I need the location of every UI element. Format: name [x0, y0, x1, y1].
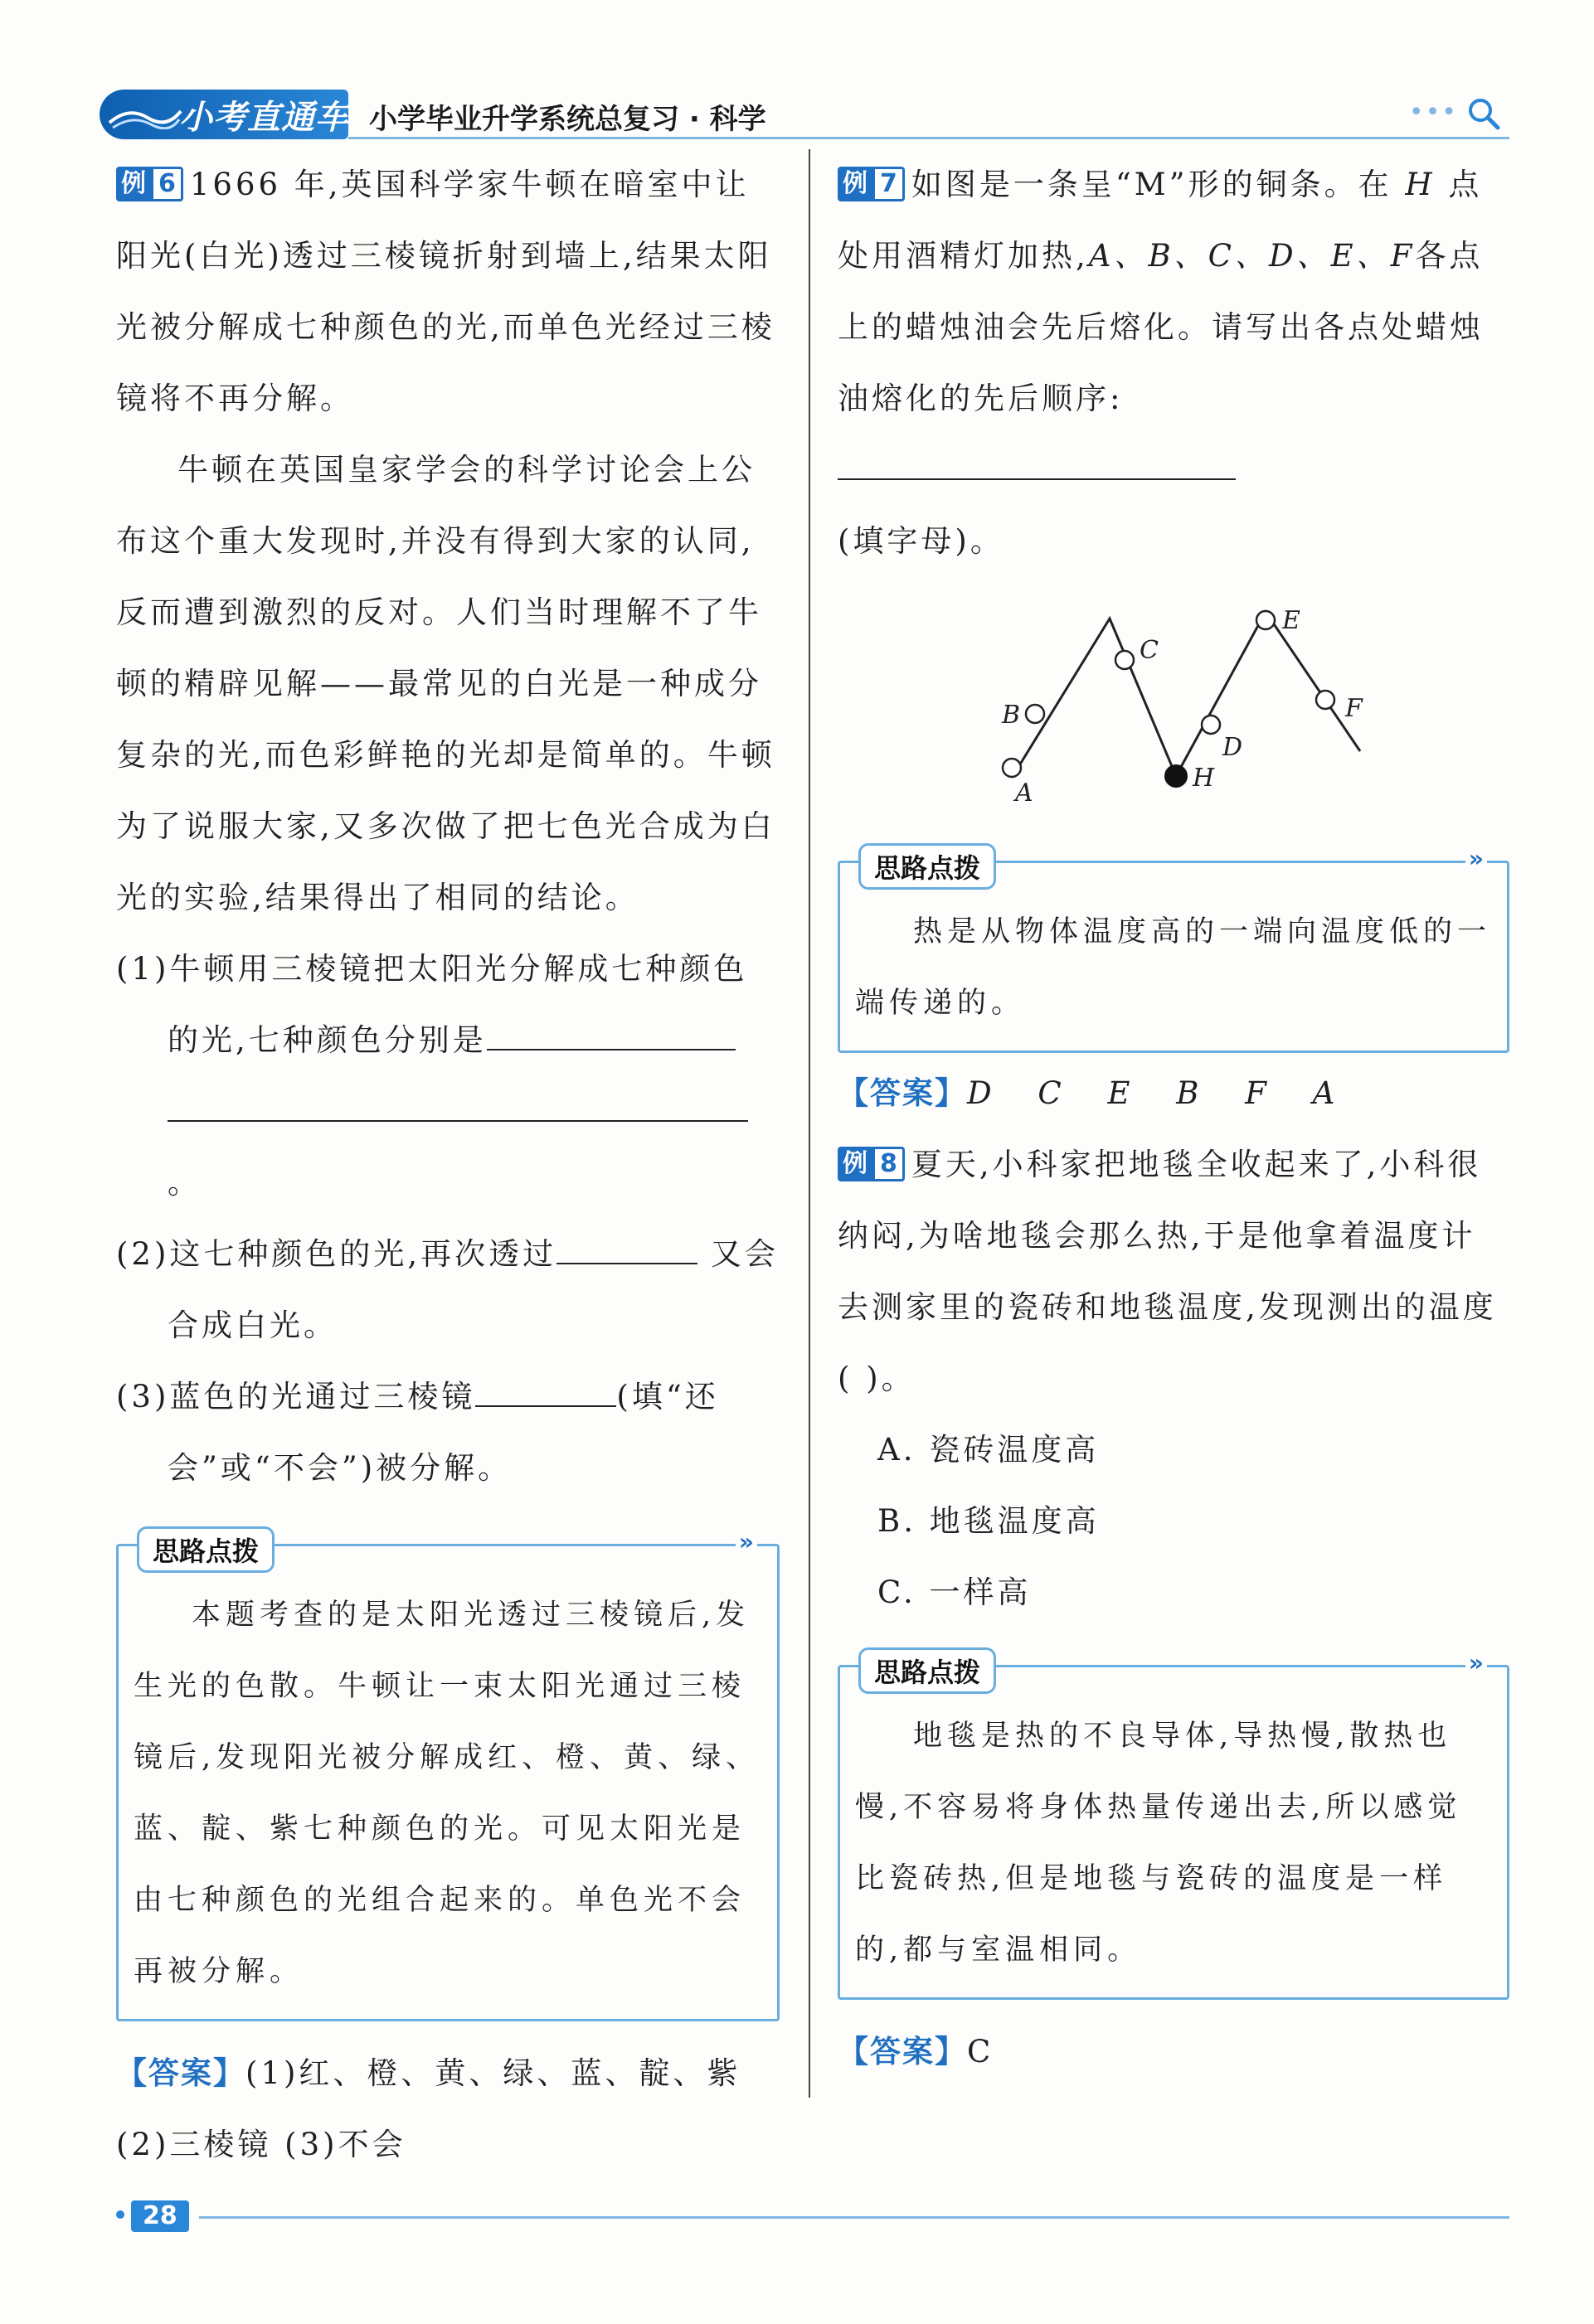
example-8-answer: 【答案】C — [838, 2034, 994, 2069]
point-f-marker — [1316, 691, 1334, 709]
swoosh-icon — [108, 104, 182, 129]
page-footer — [116, 2200, 1509, 2234]
example-6-hint-box — [116, 1528, 780, 2021]
example-8 — [838, 1129, 1509, 2088]
answer-blank-1a[interactable] — [487, 1018, 736, 1050]
example-8-hint-box — [838, 1649, 1509, 2000]
label-a: A — [1015, 779, 1033, 808]
example-6-tag: 例 6 — [116, 167, 183, 201]
example-7-answer: 【答案】D C E B F A — [838, 1075, 1353, 1111]
point-b-marker — [1026, 705, 1044, 723]
example-8-question: 例 8 夏天,小科家把地毯全收起来了,小科很纳闷,为啥地毯会那么热,于是他拿着温度计去测家里的瓷砖和地毯温度,发现测出的温度( )。 — [838, 1147, 1497, 1396]
book-title: 小学毕业升学系统总复习 · 科学 — [369, 103, 766, 136]
hint-label: 思路点拨 — [137, 1526, 275, 1573]
option-c[interactable]: C. 一样高 — [877, 1574, 1032, 1610]
example-7 — [838, 149, 1509, 1129]
copper-strip — [1012, 612, 1360, 778]
example-6-story: 牛顿在英国皇家学会的科学讨论会上公布这个重大发现时,并没有得到大家的认同,反而遭到激烈的反对。人们当时理解不了牛顿的精辟见解——最常见的白光是一种成分复杂的光,而色彩鲜艳的光却是简单的。牛顿为了说服大家,又多次做了把七色光合成为白光的实验,结果得出了相同的结论。 — [116, 452, 775, 915]
double-chevron-icon: » — [1465, 1649, 1487, 1676]
example-7-question: 例 7 如图是一条呈“M”形的铜条。在 H 点处用酒精灯加热,A、B、C、D、E、F各点上的蜡烛油会先后熔化。请写出各点处蜡烛油熔化的先后顺序: (填字母)。 — [838, 167, 1484, 559]
label-e: E — [1282, 606, 1300, 635]
left-column — [116, 149, 780, 2181]
label-d: D — [1222, 733, 1243, 762]
point-e-marker — [1256, 611, 1275, 629]
answer-blank-3[interactable] — [475, 1375, 616, 1407]
header-rule — [348, 137, 1509, 139]
answer-label: 【答案】 — [838, 1075, 967, 1111]
m-shaped-copper-strip-diagram — [987, 602, 1368, 818]
example-6-question-2: (2)这七种颜色的光,再次透过 又会合成白光。 — [116, 1219, 780, 1361]
example-6-hint-text: 本题考查的是太阳光透过三棱镜后,发生光的色散。牛顿让一束太阳光通过三棱镜后,发现阳光被分解成红、橙、黄、绿、蓝、靛、紫七种颜色的光。可见太阳光是由七种颜色的光组合起来的。单色光不会再被分解。 — [134, 1599, 761, 1988]
answer-blank-1b[interactable] — [168, 1089, 748, 1122]
page-header — [100, 90, 1509, 139]
option-a[interactable]: A. 瓷砖温度高 — [877, 1432, 1100, 1468]
right-column — [838, 149, 1509, 2088]
point-a-marker — [1003, 759, 1021, 777]
brand-banner — [100, 90, 348, 139]
example-8-hint-text: 地毯是热的不良导体,导热慢,散热也慢,不容易将身体热量传递出去,所以感觉比瓷砖热,但是地毯与瓷砖的温度是一样的,都与室温相同。 — [855, 1720, 1462, 1967]
page-number: 28 — [131, 2200, 189, 2232]
hint-label: 思路点拨 — [858, 1647, 996, 1694]
search-icon — [1466, 96, 1501, 131]
answer-label: 【答案】 — [838, 2034, 967, 2069]
column-divider — [809, 149, 810, 2098]
example-6-answer: 【答案】(1)红、橙、黄、绿、蓝、靛、紫 (2)三棱镜 (3)不会 — [116, 2055, 741, 2162]
example-6-question-3: (3)蓝色的光通过三棱镜 (填“还会”或“不会”)被分解。 — [116, 1361, 780, 1504]
example-6-question-1: (1)牛顿用三棱镜把太阳光分解成七种颜色的光,七种颜色分别是 。 — [116, 951, 748, 1201]
answer-label: 【答案】 — [116, 2055, 245, 2091]
point-c-marker — [1115, 651, 1134, 669]
label-c: C — [1140, 636, 1159, 665]
header-dots: ••• — [1408, 98, 1458, 127]
example-7-hint-box — [838, 845, 1509, 1053]
answer-blank-order[interactable] — [838, 448, 1236, 480]
footer-rule — [199, 2216, 1509, 2219]
brand-logo-text: 小考直通车 — [179, 99, 349, 137]
label-b: B — [1002, 701, 1021, 730]
example-7-tag: 例 7 — [838, 167, 905, 201]
answer-blank-2[interactable] — [556, 1232, 697, 1264]
label-f: F — [1345, 694, 1363, 723]
option-b[interactable]: B. 地毯温度高 — [877, 1503, 1100, 1539]
double-chevron-icon: » — [736, 1528, 757, 1555]
point-h-marker — [1165, 765, 1187, 787]
footer-dot — [116, 2210, 124, 2219]
double-chevron-icon: » — [1465, 845, 1487, 872]
example-8-tag: 例 8 — [838, 1147, 905, 1181]
point-d-marker — [1202, 716, 1220, 734]
example-7-hint-text: 热是从物体温度高的一端向温度低的一端传递的。 — [855, 915, 1492, 1020]
example-6-intro: 例 6 1666 年,英国科学家牛顿在暗室中让阳光(白光)透过三棱镜折射到墙上,结果太阳光被分解成七种颜色的光,而单色光经过三棱镜将不再分解。 — [116, 167, 775, 416]
example-6 — [116, 149, 780, 2181]
hint-label: 思路点拨 — [858, 843, 996, 890]
label-h: H — [1193, 764, 1215, 793]
